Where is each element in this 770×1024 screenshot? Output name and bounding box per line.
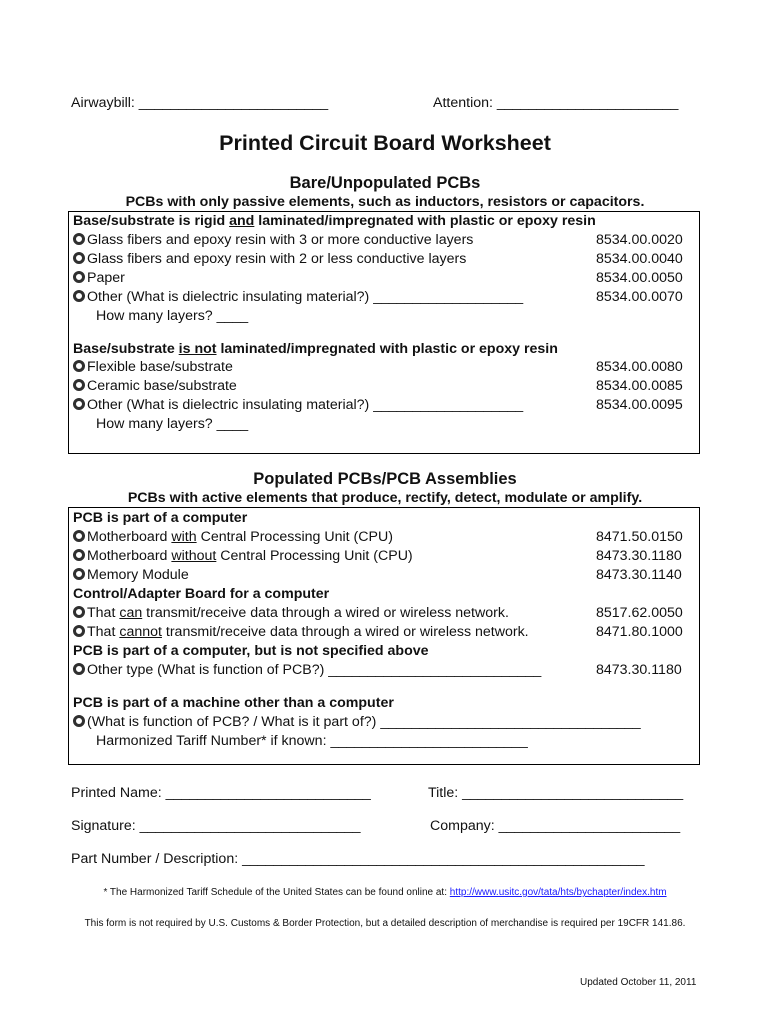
title-field[interactable]: Title: ____________________________ [428, 785, 684, 801]
airwaybill-field[interactable]: Airwaybill: ________________________ [71, 95, 329, 111]
hts-code: 8473.30.1180 [596, 548, 682, 564]
bare-group1-header: Base/substrate is rigid and laminated/impregnated with plastic or epoxy resin [73, 213, 596, 229]
option-machine-function[interactable]: (What is function of PCB? / What is it part of?) _________________________________ [73, 713, 641, 732]
hts-code: 8534.00.0040 [596, 251, 683, 267]
customs-notice: This form is not required by U.S. Customs & Border Protection, but a detailed description of merchandise is required per 19CFR 141.86. [84, 918, 686, 929]
radio-icon[interactable] [73, 233, 85, 245]
bare-group2-header: Base/substrate is not laminated/impregnated with plastic or epoxy resin [73, 341, 558, 357]
part-number-field[interactable]: Part Number / Description: ___________________________________________________ [71, 851, 645, 867]
unspecified-header: PCB is part of a computer, but is not specified above [73, 643, 429, 659]
adapter-header: Control/Adapter Board for a computer [73, 586, 330, 602]
hts-code: 8517.62.0050 [596, 605, 683, 621]
layers-field[interactable]: How many layers? ____ [96, 416, 249, 432]
bare-option-other-2[interactable]: Other (What is dielectric insulating material?) ___________________ [73, 396, 523, 415]
option-network-can[interactable]: That can transmit/receive data through a wired or wireless network. [73, 604, 509, 623]
machine-header: PCB is part of a machine other than a computer [73, 695, 394, 711]
page-title: Printed Circuit Board Worksheet [219, 131, 551, 155]
hts-code: 8473.30.1180 [596, 662, 682, 678]
radio-icon[interactable] [73, 663, 85, 675]
radio-icon[interactable] [73, 252, 85, 264]
bare-option-ceramic[interactable]: Ceramic base/substrate [73, 377, 237, 396]
radio-icon[interactable] [73, 568, 85, 580]
tariff-number-field[interactable]: Harmonized Tariff Number* if known: _________________________ [96, 733, 528, 749]
hts-code: 8471.80.1000 [596, 624, 683, 640]
radio-icon[interactable] [73, 271, 85, 283]
bare-option-other[interactable]: Other (What is dielectric insulating material?) ___________________ [73, 288, 523, 307]
hts-code: 8534.00.0080 [596, 359, 683, 375]
hts-code: 8534.00.0085 [596, 378, 683, 394]
hts-code: 8473.30.1140 [596, 567, 682, 583]
hts-code: 8471.50.0150 [596, 529, 683, 545]
bare-option-glass-3plus[interactable]: Glass fibers and epoxy resin with 3 or more conductive layers [73, 231, 473, 250]
hts-code: 8534.00.0050 [596, 270, 683, 286]
printed-name-field[interactable]: Printed Name: __________________________ [71, 785, 371, 801]
attention-field[interactable]: Attention: _______________________ [433, 95, 679, 111]
hts-code: 8534.00.0095 [596, 397, 683, 413]
option-memory-module[interactable]: Memory Module [73, 566, 189, 585]
option-network-cannot[interactable]: That cannot transmit/receive data through a wired or wireless network. [73, 623, 529, 642]
bare-heading: Bare/Unpopulated PCBs [289, 174, 481, 192]
computer-header: PCB is part of a computer [73, 510, 248, 526]
radio-icon[interactable] [73, 379, 85, 391]
radio-icon[interactable] [73, 606, 85, 618]
radio-icon[interactable] [73, 398, 85, 410]
populated-heading: Populated PCBs/PCB Assemblies [253, 470, 517, 488]
option-motherboard-without-cpu[interactable]: Motherboard without Central Processing Unit (CPU) [73, 547, 413, 566]
signature-field[interactable]: Signature: ____________________________ [71, 818, 361, 834]
usitc-link[interactable]: http://www.usitc.gov/tata/hts/bychapter/index.htm [449, 887, 667, 898]
radio-icon[interactable] [73, 549, 85, 561]
bare-option-paper[interactable]: Paper [73, 269, 125, 288]
hts-code: 8534.00.0070 [596, 289, 683, 305]
bare-subheading: PCBs with only passive elements, such as inductors, resistors or capacitors. [125, 194, 645, 210]
option-motherboard-with-cpu[interactable]: Motherboard with Central Processing Unit (CPU) [73, 528, 393, 547]
radio-icon[interactable] [73, 530, 85, 542]
hts-code: 8534.00.0020 [596, 232, 683, 248]
radio-icon[interactable] [73, 625, 85, 637]
company-field[interactable]: Company: _______________________ [430, 818, 681, 834]
updated-date: Updated October 11, 2011 [580, 977, 697, 988]
radio-icon[interactable] [73, 290, 85, 302]
bare-option-glass-2less[interactable]: Glass fibers and epoxy resin with 2 or less conductive layers [73, 250, 466, 269]
option-other-type[interactable]: Other type (What is function of PCB?) ___________________________ [73, 661, 541, 680]
radio-icon[interactable] [73, 715, 85, 727]
footnote: * The Harmonized Tariff Schedule of the United States can be found online at: http://www.usitc.gov/tata/hts/bychapter/index.htm [103, 887, 667, 898]
populated-subheading: PCBs with active elements that produce, rectify, detect, modulate or amplify. [127, 490, 643, 506]
bare-option-flexible[interactable]: Flexible base/substrate [73, 358, 233, 377]
radio-icon[interactable] [73, 360, 85, 372]
layers-field[interactable]: How many layers? ____ [96, 308, 249, 324]
